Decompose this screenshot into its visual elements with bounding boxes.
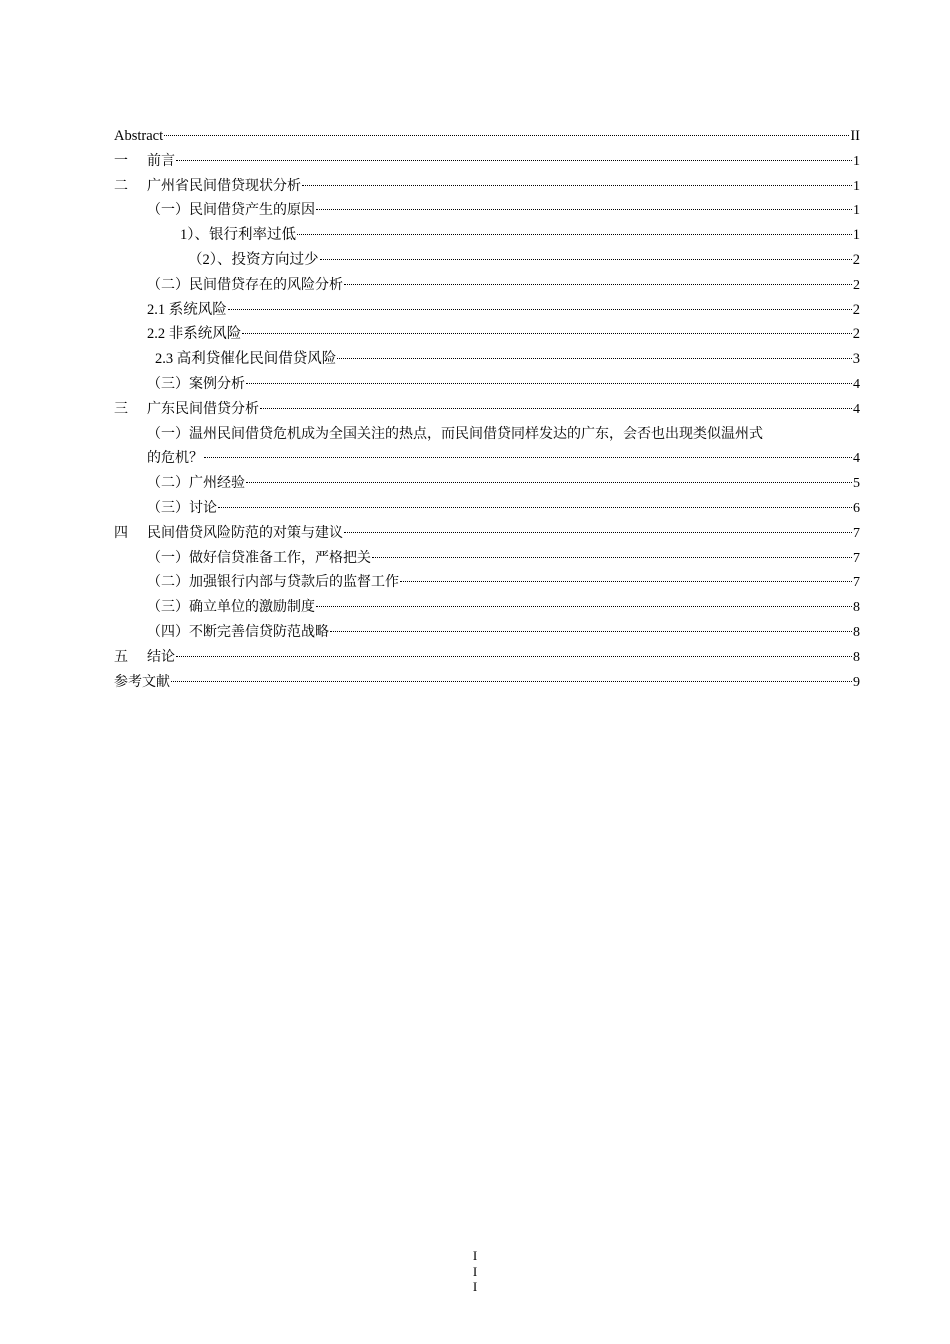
toc-section-number: 一 [114,152,128,169]
footer-page-number-line: I [472,1279,478,1294]
footer-page-number-line: I [472,1263,478,1279]
toc-page-number: 1 [853,203,860,219]
toc-entry-4-4[interactable] [114,620,860,645]
toc-title: （三）讨论 [147,499,217,516]
dot-leader [242,333,852,334]
toc-title: （三）案例分析 [147,375,245,392]
dot-leader [344,532,852,533]
dot-leader [171,681,852,682]
table-of-contents [114,124,860,694]
toc-title: 结论 [147,648,175,665]
toc-page-number: 2 [853,277,860,293]
toc-entry-section-5[interactable] [114,645,860,670]
toc-page-number: 8 [853,624,860,640]
toc-title: 参考文献 [114,673,170,690]
dot-leader [176,160,852,161]
toc-page-number: 1 [853,178,860,194]
toc-page-number: 5 [853,476,860,492]
toc-title: 1）、银行利率过低 [180,227,296,244]
toc-page-number: 8 [853,649,860,665]
toc-entry-abstract[interactable] [114,124,860,149]
toc-page-number: 2 [852,326,860,343]
toc-section-number: 五 [114,648,128,665]
dot-leader [400,581,852,582]
toc-page-number: 7 [853,575,860,591]
toc-entry-4-3[interactable] [114,595,860,620]
toc-entry-4-2[interactable] [114,570,860,595]
toc-page-number: 1 [853,153,860,169]
toc-entry-section-2[interactable] [114,174,860,199]
page-footer [0,1248,950,1295]
dot-leader [218,507,852,508]
toc-title: （三）确立单位的激励制度 [147,599,315,616]
toc-page-number: 8 [853,600,860,616]
dot-leader [372,557,852,558]
toc-title: （四）不断完善信贷防范战略 [147,623,329,640]
toc-entry-2-1-1[interactable] [114,223,860,248]
dot-leader [228,309,852,310]
toc-entry-2-3[interactable] [114,372,860,397]
toc-entry-4-1[interactable] [114,546,860,571]
dot-leader [320,259,852,260]
toc-entry-2-1[interactable] [114,198,860,223]
toc-title-line2: 的危机？ [147,450,203,467]
toc-page-number: 3 [852,351,860,368]
toc-entry-section-4[interactable] [114,521,860,546]
toc-page-number: 2 [852,301,860,318]
dot-leader [164,135,849,136]
toc-title: （二）民间借贷存在的风险分析 [147,276,343,293]
toc-title: 广东民间借贷分析 [147,400,259,417]
toc-entry-2-2-1[interactable] [114,298,860,323]
toc-page-number: 9 [853,674,860,690]
dot-leader [344,284,852,285]
toc-page-number: 2 [852,251,860,268]
toc-title: 2.1 系统风险 [147,301,227,318]
toc-page-number: 1 [852,227,860,244]
dot-leader [260,408,852,409]
toc-title: 2.3 高利贷催化民间借贷风险 [155,351,337,368]
toc-title-line2-row [147,446,860,471]
dot-leader [204,457,852,458]
toc-section-number: 四 [114,524,128,541]
dot-leader [330,631,852,632]
toc-title: （一）做好信贷准备工作，严格把关 [147,549,371,566]
dot-leader [302,185,852,186]
toc-title: （二）广州经验 [147,475,245,492]
toc-title: 民间借贷风险防范的对策与建议 [147,524,343,541]
toc-entry-2-2[interactable] [114,273,860,298]
toc-page-number: 7 [853,550,860,566]
toc-title: （2）、投资方向过少 [188,251,319,268]
toc-page-number: 4 [853,451,860,467]
dot-leader [176,656,852,657]
dot-leader [246,482,852,483]
toc-entry-3-2[interactable] [114,471,860,496]
toc-entry-3-1[interactable] [114,422,860,472]
footer-page-number-line: I [472,1248,478,1263]
toc-section-number: 三 [114,400,128,417]
dot-leader [246,383,852,384]
toc-page-number: 6 [853,500,860,516]
dot-leader [316,209,852,210]
toc-title: 2.2 非系统风险 [147,326,242,343]
toc-title: （二）加强银行内部与贷款后的监督工作 [147,574,399,591]
toc-title: 前言 [147,152,175,169]
toc-entry-section-1[interactable] [114,149,860,174]
toc-entry-2-2-2[interactable] [114,322,860,347]
toc-title: （一）民间借贷产生的原因 [147,202,315,219]
toc-title: Abstract [114,128,164,144]
toc-page-number: II [850,128,860,144]
dot-leader [297,234,852,235]
toc-entry-references[interactable] [114,670,860,695]
dot-leader [337,358,852,359]
toc-page-number: 4 [853,401,860,417]
toc-page-number: 4 [853,376,860,392]
toc-title: 广州省民间借贷现状分析 [147,177,301,194]
toc-entry-section-3[interactable] [114,397,860,422]
toc-entry-2-1-2[interactable] [114,248,860,273]
toc-entry-3-3[interactable] [114,496,860,521]
toc-section-number: 二 [114,177,128,194]
dot-leader [316,606,852,607]
toc-page-number: 7 [853,525,860,541]
toc-entry-2-2-3[interactable] [114,347,860,372]
toc-title-line1: （一）温州民间借贷危机成为全国关注的热点，而民间借贷同样发达的广东，会否也出现类似温州式 [147,425,763,442]
